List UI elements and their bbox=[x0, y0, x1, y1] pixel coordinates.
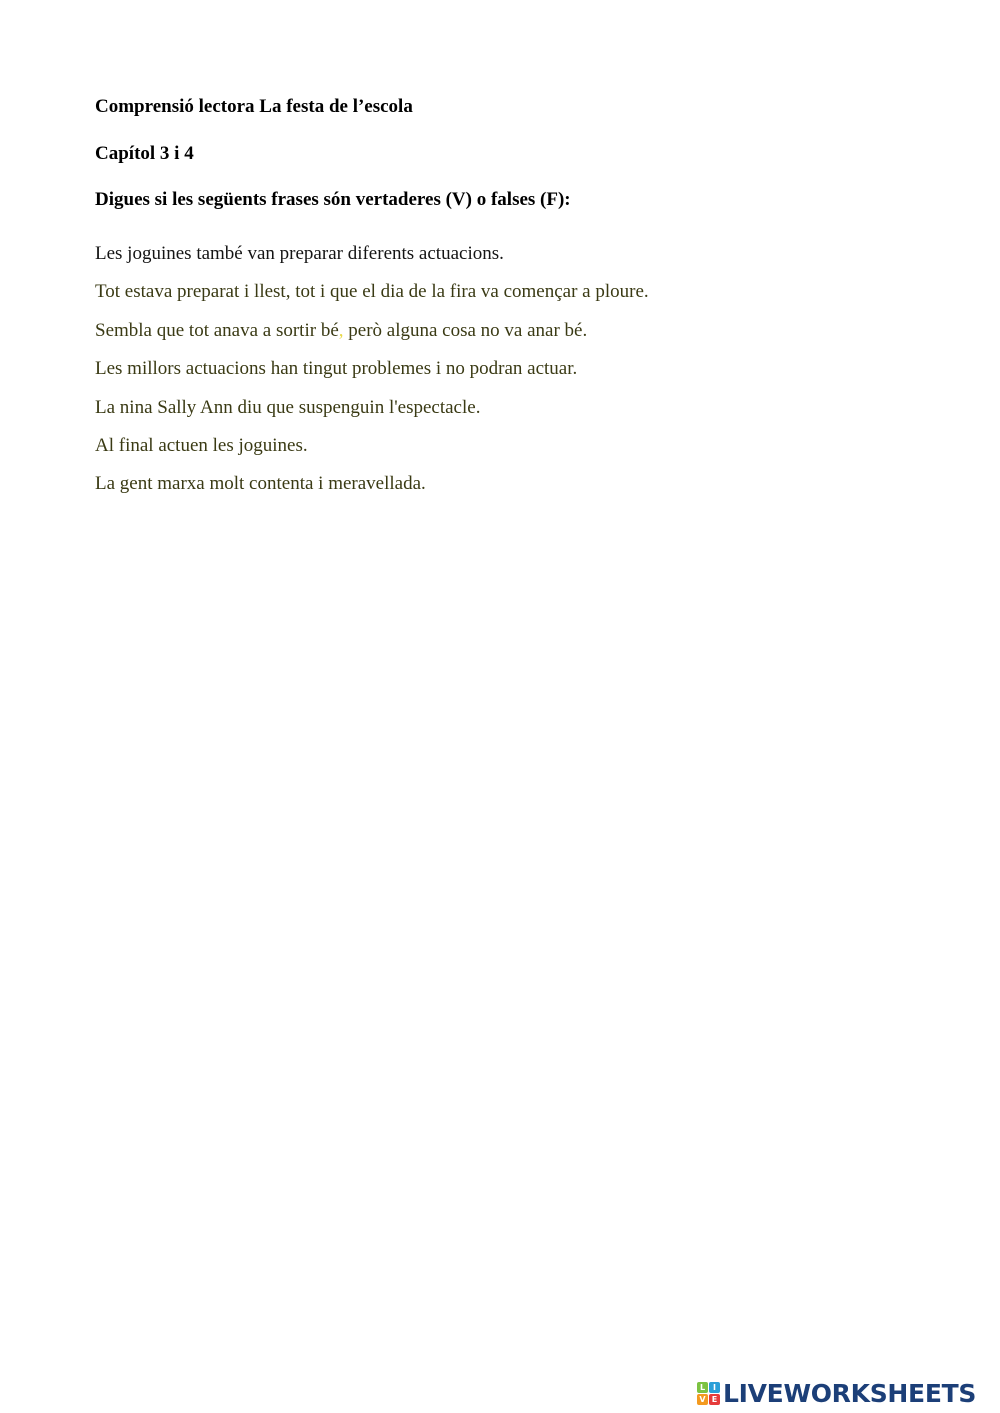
logo-badge-icon bbox=[697, 1382, 720, 1405]
badge-letter: L bbox=[697, 1382, 708, 1393]
statement-item bbox=[95, 312, 649, 350]
badge-letter: V bbox=[697, 1394, 708, 1405]
badge-letter: E bbox=[709, 1394, 720, 1405]
statement-item-start: Sembla que tot anava a sortir bé bbox=[95, 319, 339, 341]
highlighted-comma: , bbox=[338, 319, 344, 341]
logo-text: LIVEWORKSHEETS bbox=[723, 1378, 977, 1408]
statement-item: La nina Sally Ann diu que suspenguin l'espectacle. bbox=[95, 396, 481, 418]
statement-item-end: però alguna cosa no va anar bé. bbox=[343, 319, 588, 341]
statement-item: La gent marxa molt contenta i meravellada. bbox=[95, 473, 426, 495]
statement-item: Les millors actuacions han tingut problemes i no podran actuar. bbox=[95, 358, 578, 380]
chapter-heading: Capítol 3 i 4 bbox=[95, 143, 194, 164]
statement-item: Les joguines també van preparar diferents actuacions. bbox=[95, 243, 504, 264]
instruction-heading: Digues si les següents frases són vertaderes (V) o falses (F): bbox=[95, 189, 571, 210]
liveworksheets-logo bbox=[697, 1378, 976, 1408]
statement-list bbox=[95, 235, 649, 504]
document-title: Comprensió lectora La festa de l’escola bbox=[95, 96, 413, 117]
statement-item: Al final actuen les joguines. bbox=[95, 435, 308, 457]
statement-item: Tot estava preparat i llest, tot i que el dia de la fira va començar a ploure. bbox=[95, 281, 649, 303]
badge-letter: I bbox=[709, 1382, 720, 1393]
